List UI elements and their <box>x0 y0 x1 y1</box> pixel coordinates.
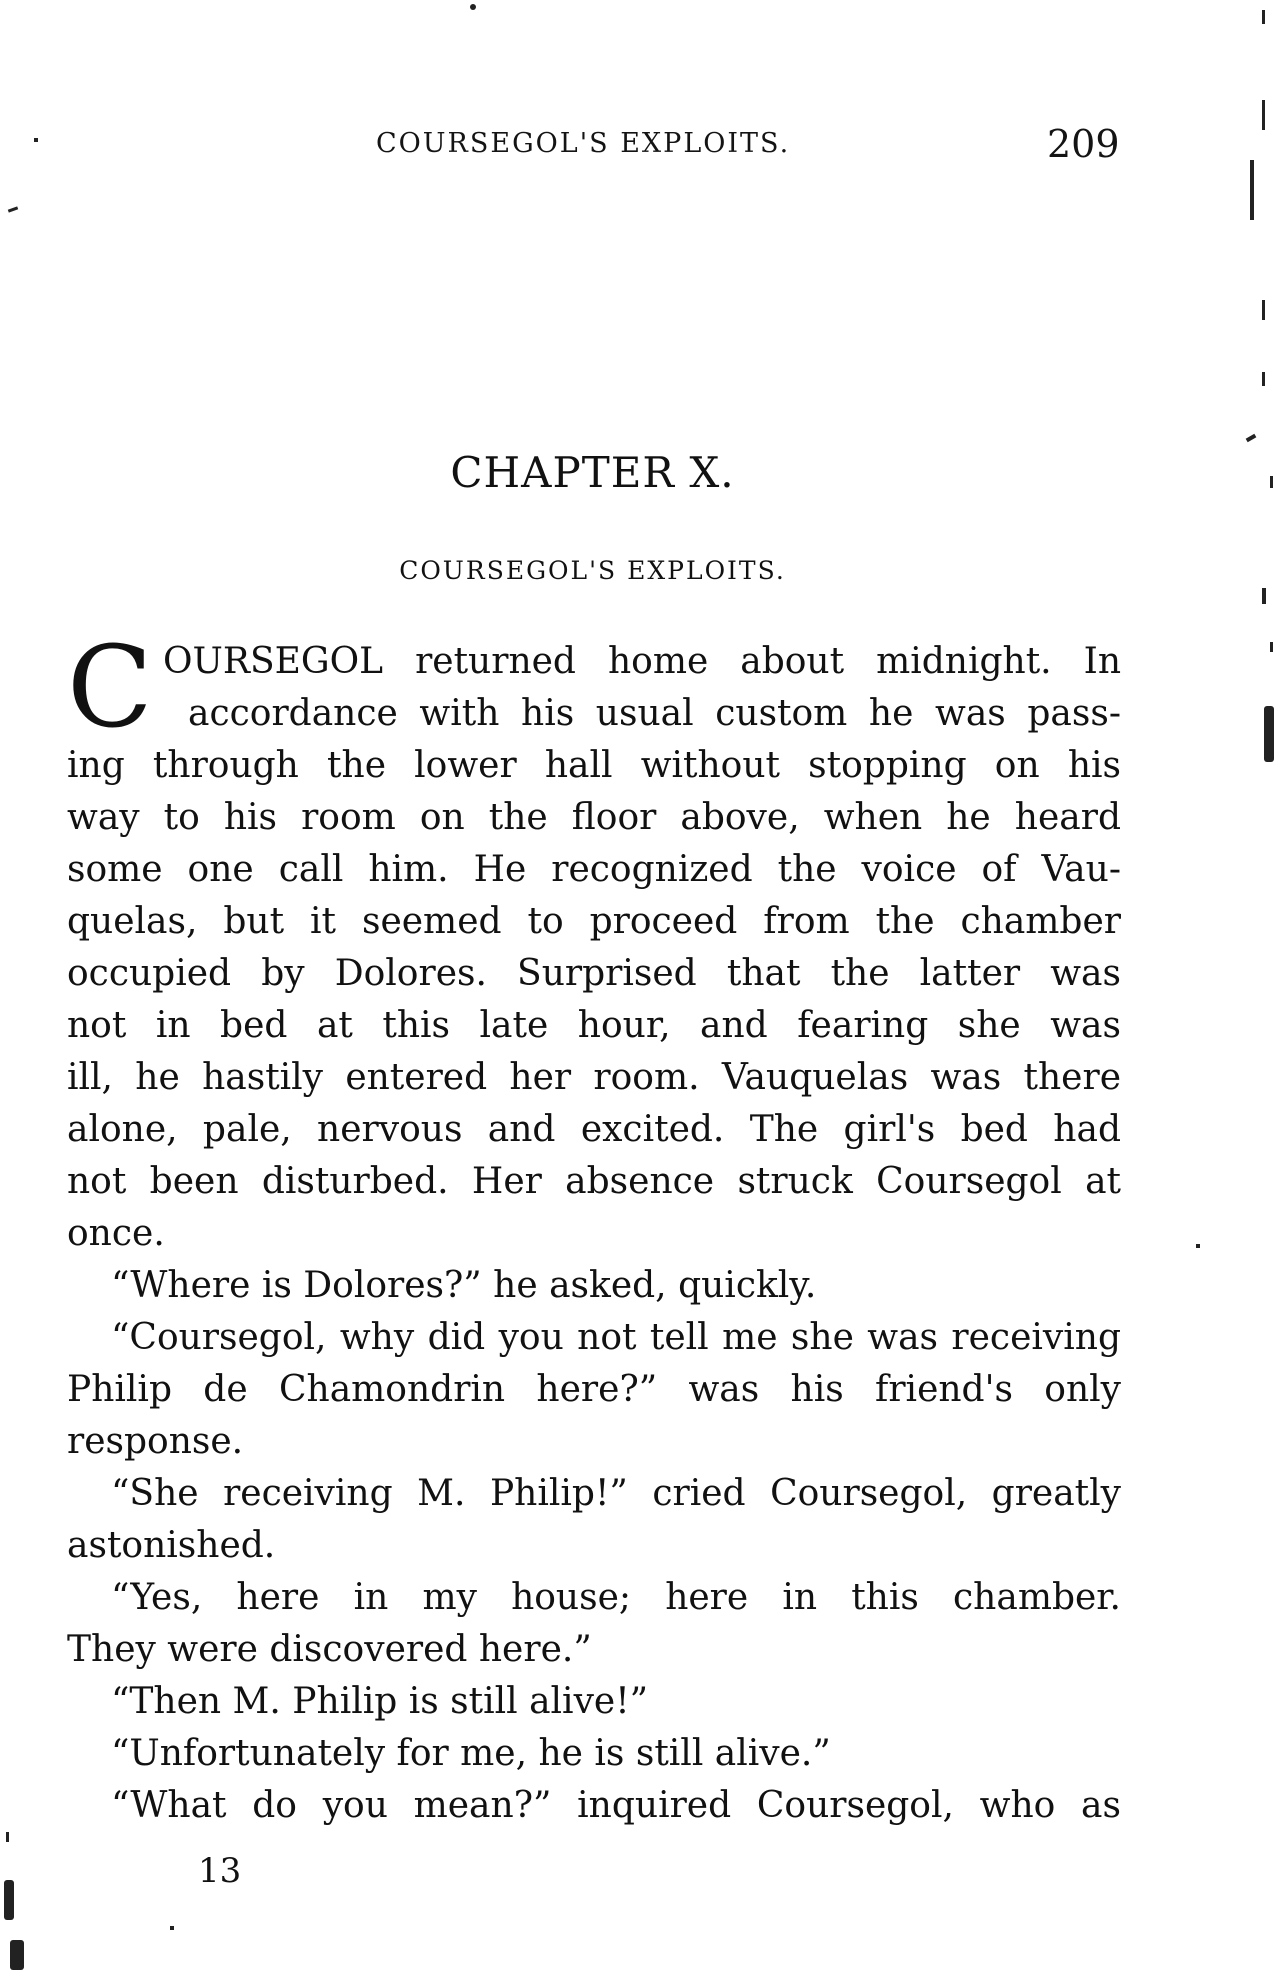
text-line: some one call him. He recognized the voice of Vau- <box>67 849 1121 890</box>
text-line: “What do you mean?” inquired Coursegol, who as <box>111 1785 1121 1826</box>
running-head: COURSEGOL'S EXPLOITS. <box>376 128 791 159</box>
scan-speck <box>1270 642 1273 652</box>
scan-speck <box>4 1880 14 1920</box>
text-line: ing through the lower hall without stopping on his <box>67 745 1121 786</box>
text-line: quelas, but it seemed to proceed from the chamber <box>67 901 1121 942</box>
text-line: They were discovered here.” <box>67 1629 592 1670</box>
text-line: “Unfortunately for me, he is still alive.” <box>111 1733 831 1774</box>
page-number: 209 <box>1047 122 1120 166</box>
body-text <box>67 623 1121 1832</box>
scan-speck <box>1262 100 1265 130</box>
drop-cap: C <box>67 623 153 753</box>
text-line: alone, pale, nervous and excited. The girl's bed had <box>67 1109 1121 1150</box>
text-line: “Yes, here in my house; here in this chamber. <box>111 1577 1121 1618</box>
scan-speck <box>1246 434 1257 442</box>
text-line: OURSEGOL returned home about midnight. In <box>163 641 1121 682</box>
scan-speck <box>8 206 18 212</box>
scan-speck <box>1196 1244 1200 1248</box>
text-line: way to his room on the floor above, when he heard <box>67 797 1121 838</box>
chapter-title: CHAPTER X. <box>450 448 735 497</box>
scan-speck <box>10 1940 24 1970</box>
chapter-subtitle: COURSEGOL'S EXPLOITS. <box>399 556 786 585</box>
text-line: response. <box>67 1421 244 1462</box>
text-line: “Then M. Philip is still alive!” <box>111 1681 649 1722</box>
text-line: Philip de Chamondrin here?” was his friend's only <box>67 1369 1121 1410</box>
text-line: not in bed at this late hour, and fearing she was <box>67 1005 1121 1046</box>
signature-mark: 13 <box>198 1851 242 1891</box>
scan-speck <box>170 1926 174 1930</box>
text-line: astonished. <box>67 1525 276 1566</box>
text-line: “Where is Dolores?” he asked, quickly. <box>111 1265 817 1306</box>
scan-speck <box>1250 160 1254 220</box>
text-line: once. <box>67 1213 165 1254</box>
scan-speck <box>470 4 476 10</box>
text-line: “Coursegol, why did you not tell me she was receiving <box>111 1317 1121 1358</box>
text-line: not been disturbed. Her absence struck Coursegol at <box>67 1161 1121 1202</box>
text-line: “She receiving M. Philip!” cried Coursegol, greatly <box>111 1473 1121 1514</box>
scan-speck <box>1264 706 1274 762</box>
text-line: accordance with his usual custom he was pass- <box>188 693 1121 734</box>
scan-speck <box>1270 476 1273 488</box>
scan-speck <box>1262 300 1265 320</box>
text-line: occupied by Dolores. Surprised that the latter was <box>67 953 1121 994</box>
text-line: ill, he hastily entered her room. Vauquelas was there <box>67 1057 1121 1098</box>
scan-speck <box>34 138 38 142</box>
scan-speck <box>1262 588 1266 604</box>
scan-speck <box>1262 10 1265 24</box>
scan-speck <box>6 1832 9 1842</box>
scan-speck <box>1262 372 1265 386</box>
